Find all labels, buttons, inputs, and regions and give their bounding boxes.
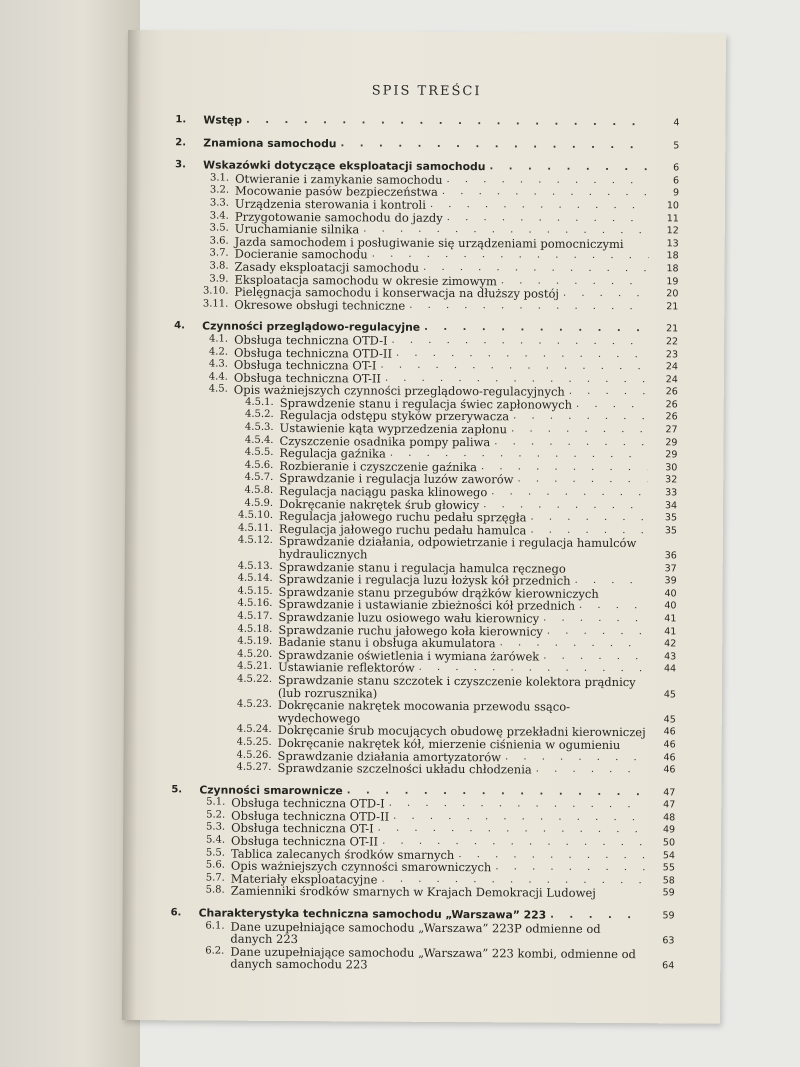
toc-entry-title: Regulacja jałowego ruchu pedału hamulca [278, 521, 527, 538]
toc-entry-number: 3.4. [209, 210, 229, 222]
toc-entry-number: 3.9. [209, 273, 229, 285]
toc-leader-dots [509, 411, 648, 424]
toc-entry-title: Dane uzupełniające samochodu „Warszawa” 223 kombi, odmienne od danych samochodu 223 [230, 944, 636, 972]
toc-leader-dots [539, 612, 646, 625]
toc-entry-page: 35 [664, 512, 678, 524]
toc-entry-page: 11 [666, 212, 679, 224]
toc-entry-number: 4.4. [208, 371, 228, 383]
toc-entry-page: 18 [666, 250, 679, 262]
toc-entry-number: 4.5.17. [237, 610, 273, 622]
toc-entry-page: 58 [662, 875, 675, 887]
toc-entry-page: 27 [665, 424, 678, 436]
toc-entry [170, 945, 674, 973]
toc-entry-number: 4.5.23. [236, 698, 272, 711]
toc-entry [171, 885, 675, 901]
toc-entry-number: 6. [170, 907, 182, 919]
toc-entry-title: Przygotowanie samochodu do jazdy [234, 209, 443, 225]
toc-entry-number: 4.5.22. [237, 673, 273, 685]
toc-entry-title: Otwieranie i zamykanie samochodu [235, 171, 443, 187]
toc-entry-title: Dane uzupełniające samochodu „Warszawa” 223P odmienne od danych 223 [230, 919, 601, 947]
toc-entry-number: 3.1. [209, 172, 230, 184]
toc-entry [175, 137, 679, 153]
toc-entry-title: Sprawdzanie i regulacja luzu łożysk kół przednich [278, 572, 571, 588]
toc-entry-page: 19 [666, 275, 679, 287]
toc-entry-number: 4.3. [208, 358, 228, 370]
toc-entry-number: 4.5.27. [236, 761, 272, 773]
toc-entry-number: 3.5. [209, 222, 229, 234]
toc-entry-title: Badanie stanu i obsługa akumulatora [278, 635, 496, 651]
toc-leader-dots [491, 861, 645, 875]
toc-entry-number: 5.3. [206, 821, 226, 834]
toc-entry-number: 4.5.25. [236, 736, 272, 748]
toc-entry-page: 30 [665, 462, 678, 474]
toc-entry-title: Obsługa techniczna OT-II [231, 833, 379, 849]
toc-leader-dots [442, 174, 649, 188]
toc-leader-dots [487, 486, 647, 500]
toc-entry-title: Wstęp [203, 113, 243, 127]
toc-entry-title: Dokręcanie nakrętek kół, mierzenie ciśnienia w ogumieniu [277, 735, 621, 752]
toc-entry-title: Sprawdzanie luzu osiowego wału kierownicy [278, 609, 540, 626]
toc-entry-title: Sprawdzanie stanu i regulacja hamulca ręcznego [278, 559, 566, 576]
toc-entry-number: 4.5.4. [244, 434, 274, 446]
toc-entry-title: Tablica zalecanych środków smarnych [230, 846, 455, 862]
toc-entry-number: 4.5.9. [244, 497, 274, 509]
toc-entry-page: 54 [662, 849, 676, 862]
toc-entry-page: 26 [665, 399, 678, 411]
toc-entry-number: 5.6. [205, 859, 225, 871]
toc-leader-dots [572, 399, 648, 412]
toc-entry [172, 698, 676, 726]
toc-entry-number: 4.5.19. [237, 635, 273, 648]
toc-leader-dots [507, 423, 648, 436]
toc-entry-page: 9 [672, 187, 680, 199]
toc-entry-title: Regulacja odstępu styków przerywacza [279, 408, 510, 424]
toc-entry-number: 4.5.13. [237, 560, 273, 572]
toc-entry-page: 37 [664, 562, 677, 574]
table-of-contents [170, 114, 679, 973]
toc-entry-number: 4.5.18. [237, 623, 273, 635]
toc-entry-title: Materiały eksploatacyjne [230, 871, 378, 887]
toc-entry-title: Rozbieranie i czyszczenie gaźnika [279, 458, 478, 474]
toc-entry-number: 4.2. [208, 346, 229, 358]
toc-entry-page: 39 [664, 575, 677, 587]
toc-entry-number: 4.5.20. [237, 648, 273, 660]
toc-entry-number: 4.5.5. [244, 446, 274, 459]
toc-entry-page: 55 [662, 862, 675, 874]
toc-entry [174, 298, 678, 314]
toc-entry-number: 4. [174, 320, 185, 332]
toc-entry-page: 26 [665, 411, 678, 423]
toc-leader-dots [405, 299, 648, 313]
toc-entry-page: 42 [664, 638, 677, 650]
toc-entry-number: 4.5.10. [238, 509, 274, 522]
toc-entry-number: 4.5.11. [237, 522, 273, 534]
toc-entry-number: 4.5. [208, 383, 228, 395]
toc-entry-number: 3.7. [209, 247, 229, 259]
toc-entry-title: Regulacja jałowego ruchu pedału sprzęgła [278, 509, 527, 525]
toc-entry-page: 47 [663, 799, 676, 811]
toc-entry-number: 4.5.16. [237, 598, 273, 610]
toc-entry-number: 3.8. [209, 260, 229, 272]
toc-entry-title: Sprawdzanie stanu szczotek i czyszczenie kolektora prądnicy (lub rozrusznika) [277, 672, 636, 701]
toc-entry-page: 32 [665, 474, 678, 486]
toc-entry-number: 4.1. [208, 333, 229, 345]
toc-entry-title: Znamiona samochodu [203, 136, 337, 150]
toc-entry-page: 59 [662, 887, 675, 899]
toc-entry-page: 44 [663, 663, 677, 675]
toc-entry-number: 4.5.1. [245, 396, 274, 408]
toc-entry-page: 12 [666, 225, 679, 237]
toc-entry-title: Sprawdzanie działania amortyzatorów [277, 748, 502, 764]
toc-entry-page: 20 [666, 288, 679, 300]
toc-entry-title: Obsługa techniczna OTD-I [231, 795, 385, 811]
toc-entry-number: 4.5.6. [244, 459, 274, 471]
toc-entry-number: 4.5.2. [244, 409, 274, 421]
toc-entry-title: Sprawdzanie oświetlenia i wymiana żarówek [278, 647, 540, 664]
toc-entry-page: 50 [662, 837, 676, 849]
toc-entry-page: 6 [673, 162, 680, 174]
toc-entry-title: Obsługa techniczna OT-II [233, 370, 381, 386]
toc-entry-title: Sprawdzanie szczelności układu chłodzenia [277, 761, 532, 777]
toc-entry-number: 5.2. [206, 809, 226, 821]
toc-entry-page: 48 [663, 812, 676, 824]
toc-entry-number: 3.11. [202, 298, 229, 310]
toc-entry-page: 13 [666, 238, 679, 250]
toc-entry-title: Obsługa techniczna OT-I [231, 821, 374, 836]
toc-entry-page: 21 [666, 301, 679, 313]
toc-entry-title: Docieranie samochodu [234, 246, 368, 262]
toc-entry-number: 5.7. [205, 872, 225, 884]
toc-entry-title: Zasady eksploatacji samochodu [234, 259, 420, 275]
toc-entry-title: Sprawdzanie działania, odpowietrzanie i regulacja hamulców hydraulicznych [278, 534, 637, 562]
toc-leader-dots [575, 600, 646, 613]
toc-leader-dots [490, 436, 647, 450]
toc-entry-page: 10 [666, 200, 679, 212]
toc-entry-title: Obsługa techniczna OTD-I [234, 332, 388, 348]
toc-entry-title: Pielęgnacja samochodu i konserwacja na dłuższy postój [234, 284, 560, 301]
toc-entry-page: 24 [665, 373, 678, 386]
toc-entry-number: 4.5.12. [237, 535, 273, 547]
toc-entry-number: 1. [175, 114, 187, 126]
toc-entry-page: 46 [663, 764, 676, 776]
toc-leader-dots [527, 512, 648, 525]
toc-leader-dots [443, 211, 649, 225]
toc-entry-title: Jazda samochodem i posługiwanie się urządzeniami pomocniczymi [234, 234, 624, 251]
toc-entry-number: 4.5.8. [244, 484, 274, 496]
toc-entry-title: Sprawdzanie i ustawianie zbieżności kół przednich [278, 597, 576, 614]
toc-entry-page: 5 [673, 139, 680, 151]
toc-leader-dots [539, 650, 646, 663]
toc-entry-number: 5.5. [205, 847, 226, 859]
toc-entry-number: 4.5.3. [244, 421, 274, 433]
toc-entry-page: 4 [673, 117, 680, 129]
toc-entry-title: Ustawianie reflektorów [278, 660, 415, 676]
toc-leader-dots [513, 474, 647, 487]
toc-entry-number: 6.1. [205, 920, 225, 932]
toc-entry-title: Sprawdzanie stanu przegubów drążków kierowniczych [278, 584, 599, 601]
toc-entry-page: 47 [663, 786, 676, 799]
toc-entry-number: 3.2. [209, 184, 230, 196]
toc-entry-page: 21 [666, 323, 679, 335]
toc-entry-page: 36 [664, 550, 677, 562]
toc-entry-title: Sprawdzanie ruchu jałowego koła kierownicy [278, 622, 543, 639]
toc-leader-dots [532, 764, 646, 777]
toc-entry-title: Sprawdzenie stanu i regulacja świec zapłonowych [279, 395, 573, 412]
toc-entry-title: Czynności smarownicze [199, 783, 343, 798]
toc-leader-dots [336, 138, 649, 153]
toc-entry-page: 46 [663, 726, 676, 738]
toc-entry-number: 4.5.7. [244, 472, 274, 484]
toc-entry-title: Charakterystyka techniczna samochodu „Warszawa” 223 [198, 906, 547, 922]
toc-entry-number: 3.6. [209, 235, 229, 247]
toc-entry-page: 26 [665, 386, 678, 398]
page-title: SPIS TREŚCI [371, 83, 482, 100]
toc-entry-page: 46 [663, 751, 676, 763]
toc-entry [171, 761, 675, 777]
background-left [0, 0, 140, 1067]
toc-entry-page: 34 [664, 499, 678, 511]
toc-entry-number: 5. [171, 783, 183, 796]
toc-entry-page: 64 [662, 960, 675, 972]
toc-entry [175, 114, 679, 130]
toc-entry-number: 4.5.24. [236, 723, 272, 736]
toc-entry [172, 673, 676, 701]
toc-entry-title: Obsługa techniczna OTD-II [233, 345, 393, 361]
toc-entry-title: Ustawienie kąta wyprzedzenia zapłonu [279, 420, 508, 437]
toc-entry-page: 45 [663, 714, 676, 726]
toc-entry-page: 45 [663, 688, 676, 700]
toc-entry-page: 43 [664, 651, 677, 663]
toc-entry-number: 4.5.14. [237, 572, 273, 585]
toc-entry-title: Obsługa techniczna OT-I [233, 357, 377, 373]
toc-entry-title: Mocowanie pasów bezpieczeństwa [234, 184, 438, 200]
toc-entry-title: Dokręcanie nakrętek śrub głowicy [279, 496, 480, 512]
toc-entry-page: 49 [662, 824, 676, 836]
toc-entry-title: Czyszczenie osadnika pompy paliwa [279, 433, 491, 449]
toc-entry-page: 6 [673, 175, 680, 187]
toc-entry-title: Opis ważniejszych czynności smarowniczych [230, 858, 492, 875]
toc-entry-number: 3.10. [202, 285, 229, 297]
toc-entry-page: 40 [664, 600, 677, 612]
toc-entry-number: 3.3. [209, 197, 229, 209]
toc-entry-page: 35 [664, 525, 677, 537]
toc-entry-number: 6.2. [205, 945, 225, 957]
toc-entry-page: 33 [665, 487, 678, 499]
toc-entry-title: Eksploatacja samochodu w okresie zimowym [234, 272, 497, 288]
toc-entry-title: Sprawdzanie i regulacja luzów zaworów [279, 471, 514, 487]
toc-entry-title: Czynności przeglądowo-regulacyjne [202, 319, 421, 335]
toc-entry-page: 18 [666, 263, 679, 275]
toc-entry-title: Dokręcanie śrub mocujących obudowę przekładni kierowniczej [277, 723, 646, 740]
toc-entry-number: 3. [175, 159, 186, 171]
toc-entry [173, 535, 677, 563]
toc-entry-page: 41 [664, 625, 677, 637]
toc-entry-title: Uruchamianie silnika [234, 221, 360, 237]
toc-leader-dots [559, 288, 648, 301]
toc-entry-title: Opis ważniejszych czynności przeglądowo-regulacyjnych [233, 382, 565, 399]
toc-entry-page: 23 [665, 348, 679, 360]
toc-entry-page: 59 [662, 910, 675, 922]
toc-leader-dots [565, 386, 648, 399]
toc-entry-page: 63 [662, 935, 675, 947]
toc-entry-number: 5.1. [206, 796, 226, 808]
toc-entry-number: 4.5.15. [237, 585, 273, 597]
toc-entry-number: 5.8. [205, 884, 225, 897]
toc-leader-dots [543, 625, 646, 638]
toc-entry-title: Dokręcanie nakrętek mocowania przewodu ssąco-wydechowego [277, 698, 571, 726]
toc-entry-page: 41 [664, 613, 677, 625]
toc-entry-title: Obsługa techniczna OTD-II [231, 808, 390, 824]
toc-entry-page: 22 [665, 336, 679, 348]
toc-entry-title: Regulacja naciągu paska klinowego [279, 483, 488, 500]
toc-leader-dots [485, 161, 649, 175]
toc-entry-page: 40 [664, 588, 677, 600]
toc-entry-title: Okresowe obsługi techniczne [234, 297, 406, 313]
toc-entry-number: 2. [175, 136, 187, 148]
booklet-page [122, 30, 726, 1024]
toc-entry-number: 4.5.26. [236, 749, 272, 761]
toc-entry-title: Wskazówki dotyczące eksploatacji samochodu [203, 158, 486, 174]
toc-entry-page: 46 [663, 739, 676, 751]
toc-entry-title: Urządzenia sterowania i kontroli [234, 196, 426, 212]
toc-entry-number: 5.4. [205, 834, 226, 846]
toc-entry-page: 29 [665, 436, 678, 449]
toc-entry-title: Regulacja gaźnika [279, 446, 386, 461]
toc-entry-title: Zamienniki środków smarnych w Krajach Demokracji Ludowej [230, 884, 596, 901]
toc-leader-dots [242, 115, 650, 130]
toc-entry-number: 4.5.21. [237, 661, 273, 673]
toc-entry-page: 24 [665, 361, 678, 373]
toc-entry-page: 29 [665, 449, 678, 461]
